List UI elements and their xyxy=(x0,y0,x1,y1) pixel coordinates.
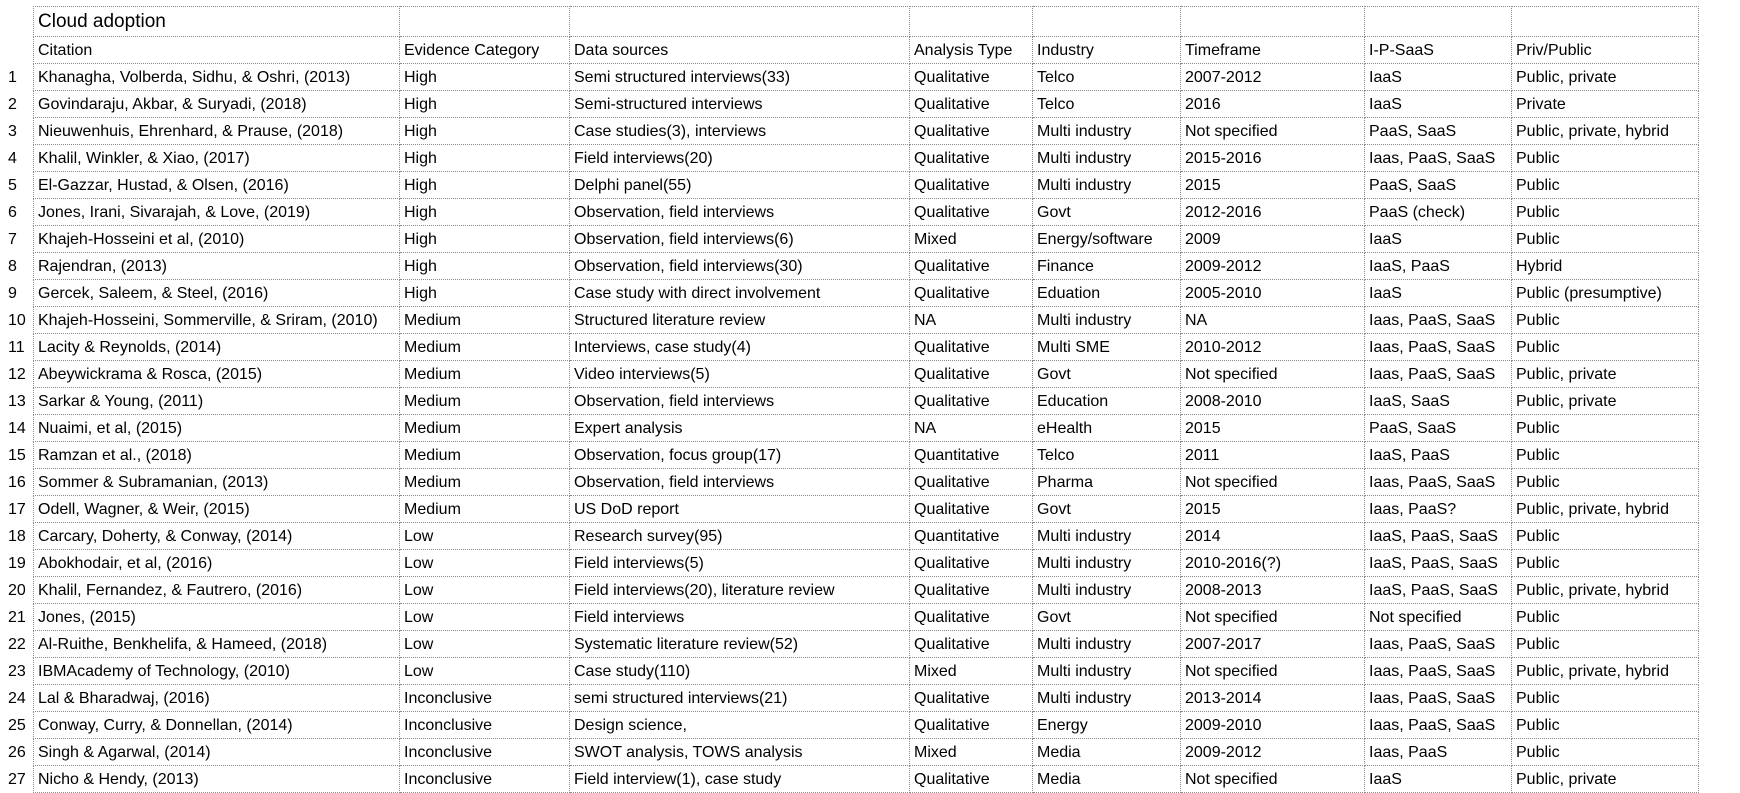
cell-data-sources[interactable]: Field interviews xyxy=(570,604,910,631)
cell-evidence-category[interactable]: Medium xyxy=(400,469,570,496)
cell-analysis-type[interactable]: Mixed xyxy=(910,226,1033,253)
cell-citation[interactable]: Sommer & Subramanian, (2013) xyxy=(34,469,400,496)
cell-timeframe[interactable]: Not specified xyxy=(1181,604,1365,631)
cell-data-sources[interactable]: Case study(110) xyxy=(570,658,910,685)
row-number: 27 xyxy=(8,770,26,788)
row-number: 16 xyxy=(8,473,26,491)
row-number: 6 xyxy=(8,203,17,221)
row-number: 11 xyxy=(8,338,25,356)
cell-evidence-category[interactable]: High xyxy=(400,280,570,307)
cell-service-model[interactable]: IaaS, PaaS, SaaS xyxy=(1365,523,1512,550)
cell-data-sources[interactable]: Structured literature review xyxy=(570,307,910,334)
row-number: 25 xyxy=(8,716,26,734)
cell-industry[interactable]: Finance xyxy=(1033,253,1181,280)
header-row xyxy=(8,37,1699,64)
cell-citation[interactable]: Khajeh-Hosseini et al, (2010) xyxy=(34,226,400,253)
cell-evidence-category[interactable]: High xyxy=(400,118,570,145)
table-row xyxy=(8,604,1699,631)
cell-service-model[interactable]: Iaas, PaaS, SaaS xyxy=(1365,145,1512,172)
header-industry[interactable]: Industry xyxy=(1033,37,1181,64)
empty-cell[interactable] xyxy=(1365,7,1512,37)
table-row xyxy=(8,415,1699,442)
cell-evidence-category[interactable]: Medium xyxy=(400,496,570,523)
cell-citation[interactable]: Khalil, Fernandez, & Fautrero, (2016) xyxy=(34,577,400,604)
cell-industry[interactable]: Multi industry xyxy=(1033,172,1181,199)
cell-citation[interactable]: Lacity & Reynolds, (2014) xyxy=(34,334,400,361)
cell-evidence-category[interactable]: High xyxy=(400,64,570,91)
cell-service-model[interactable]: IaaS, PaaS, SaaS xyxy=(1365,550,1512,577)
cell-industry[interactable]: Pharma xyxy=(1033,469,1181,496)
table-row xyxy=(8,523,1699,550)
cell-timeframe[interactable]: 2016 xyxy=(1181,91,1365,118)
cell-data-sources[interactable]: Observation, field interviews(6) xyxy=(570,226,910,253)
cell-analysis-type[interactable]: Qualitative xyxy=(910,604,1033,631)
row-number: 22 xyxy=(8,635,26,653)
cell-analysis-type[interactable]: Qualitative xyxy=(910,712,1033,739)
cell-data-sources[interactable]: Field interviews(5) xyxy=(570,550,910,577)
cell-evidence-category[interactable]: Inconclusive xyxy=(400,739,570,766)
cell-service-model[interactable]: Iaas, PaaS? xyxy=(1365,496,1512,523)
row-number: 18 xyxy=(8,527,26,545)
table-row xyxy=(8,172,1699,199)
cell-data-sources[interactable]: Semi-structured interviews xyxy=(570,91,910,118)
cell-analysis-type[interactable]: Qualitative xyxy=(910,361,1033,388)
cell-evidence-category[interactable]: Low xyxy=(400,658,570,685)
cell-service-model[interactable]: Not specified xyxy=(1365,604,1512,631)
table-row xyxy=(8,658,1699,685)
cell-analysis-type[interactable]: Qualitative xyxy=(910,118,1033,145)
cell-evidence-category[interactable]: Medium xyxy=(400,415,570,442)
empty-cell[interactable] xyxy=(1512,7,1699,37)
cell-analysis-type[interactable]: NA xyxy=(910,307,1033,334)
cell-priv-public[interactable]: Public, private, hybrid xyxy=(1512,118,1699,145)
empty-cell[interactable] xyxy=(570,7,910,37)
cell-industry[interactable]: Multi industry xyxy=(1033,685,1181,712)
cell-service-model[interactable]: IaaS xyxy=(1365,226,1512,253)
cell-priv-public[interactable]: Public xyxy=(1512,712,1699,739)
cell-data-sources[interactable]: Systematic literature review(52) xyxy=(570,631,910,658)
cell-analysis-type[interactable]: Qualitative xyxy=(910,64,1033,91)
table-row xyxy=(8,550,1699,577)
cell-timeframe[interactable]: 2008-2010 xyxy=(1181,388,1365,415)
cell-priv-public[interactable]: Hybrid xyxy=(1512,253,1699,280)
table-row xyxy=(8,64,1699,91)
cell-priv-public[interactable]: Public xyxy=(1512,145,1699,172)
cell-service-model[interactable]: Iaas, PaaS, SaaS xyxy=(1365,361,1512,388)
cell-citation[interactable]: Odell, Wagner, & Weir, (2015) xyxy=(34,496,400,523)
table-row xyxy=(8,766,1699,793)
cell-data-sources[interactable]: Field interviews(20) xyxy=(570,145,910,172)
cell-timeframe[interactable]: Not specified xyxy=(1181,361,1365,388)
cell-service-model[interactable]: Iaas, PaaS, SaaS xyxy=(1365,685,1512,712)
cell-citation[interactable]: Ramzan et al., (2018) xyxy=(34,442,400,469)
header-data-sources[interactable]: Data sources xyxy=(570,37,910,64)
cell-data-sources[interactable]: semi structured interviews(21) xyxy=(570,685,910,712)
cell-citation[interactable]: Carcary, Doherty, & Conway, (2014) xyxy=(34,523,400,550)
cell-industry[interactable]: Education xyxy=(1033,388,1181,415)
cell-service-model[interactable]: IaaS, PaaS xyxy=(1365,253,1512,280)
cell-timeframe[interactable]: 2010-2012 xyxy=(1181,334,1365,361)
table-row xyxy=(8,280,1699,307)
cell-priv-public[interactable]: Public xyxy=(1512,442,1699,469)
cell-data-sources[interactable]: Expert analysis xyxy=(570,415,910,442)
cell-timeframe[interactable]: 2014 xyxy=(1181,523,1365,550)
cell-evidence-category[interactable]: Medium xyxy=(400,388,570,415)
cell-timeframe[interactable]: 2009-2012 xyxy=(1181,253,1365,280)
header-evidence-category[interactable]: Evidence Category xyxy=(400,37,570,64)
cell-priv-public[interactable]: Public, private xyxy=(1512,766,1699,793)
cell-citation[interactable]: Nuaimi, et al, (2015) xyxy=(34,415,400,442)
cell-evidence-category[interactable]: Inconclusive xyxy=(400,685,570,712)
row-number-blank xyxy=(8,37,34,64)
table-row xyxy=(8,577,1699,604)
table-row xyxy=(8,199,1699,226)
cell-analysis-type[interactable]: Qualitative xyxy=(910,685,1033,712)
cell-timeframe[interactable]: 2011 xyxy=(1181,442,1365,469)
cell-data-sources[interactable]: Design science, xyxy=(570,712,910,739)
row-number: 5 xyxy=(8,176,17,194)
cell-citation[interactable]: El-Gazzar, Hustad, & Olsen, (2016) xyxy=(34,172,400,199)
cell-service-model[interactable]: IaaS xyxy=(1365,64,1512,91)
cell-data-sources[interactable]: Observation, focus group(17) xyxy=(570,442,910,469)
cell-citation[interactable]: Conway, Curry, & Donnellan, (2014) xyxy=(34,712,400,739)
cell-evidence-category[interactable]: Inconclusive xyxy=(400,712,570,739)
cell-timeframe[interactable]: Not specified xyxy=(1181,658,1365,685)
cell-citation[interactable]: Jones, (2015) xyxy=(34,604,400,631)
cell-industry[interactable]: Telco xyxy=(1033,64,1181,91)
cell-priv-public[interactable]: Public xyxy=(1512,739,1699,766)
cell-evidence-category[interactable]: High xyxy=(400,91,570,118)
header-analysis-type[interactable]: Analysis Type xyxy=(910,37,1033,64)
cell-evidence-category[interactable]: High xyxy=(400,145,570,172)
cell-analysis-type[interactable]: Qualitative xyxy=(910,91,1033,118)
cell-service-model[interactable]: Iaas, PaaS, SaaS xyxy=(1365,712,1512,739)
cell-citation[interactable]: Khajeh-Hosseini, Sommerville, & Sriram, (2010) xyxy=(34,307,400,334)
cell-citation[interactable]: Rajendran, (2013) xyxy=(34,253,400,280)
table-row xyxy=(8,91,1699,118)
table-row xyxy=(8,685,1699,712)
cell-data-sources[interactable]: Field interviews(20), literature review xyxy=(570,577,910,604)
cell-industry[interactable]: Multi industry xyxy=(1033,631,1181,658)
cell-evidence-category[interactable]: Medium xyxy=(400,307,570,334)
cell-service-model[interactable]: PaaS, SaaS xyxy=(1365,118,1512,145)
cell-data-sources[interactable]: SWOT analysis, TOWS analysis xyxy=(570,739,910,766)
cell-priv-public[interactable]: Public, private xyxy=(1512,388,1699,415)
cell-timeframe[interactable]: 2009-2010 xyxy=(1181,712,1365,739)
cell-data-sources[interactable]: Research survey(95) xyxy=(570,523,910,550)
cell-priv-public[interactable]: Public, private, hybrid xyxy=(1512,496,1699,523)
cell-evidence-category[interactable]: Low xyxy=(400,523,570,550)
row-number: 21 xyxy=(8,608,26,626)
cell-analysis-type[interactable]: Qualitative xyxy=(910,631,1033,658)
cell-timeframe[interactable]: 2007-2017 xyxy=(1181,631,1365,658)
empty-cell[interactable] xyxy=(1033,7,1181,37)
table-row xyxy=(8,226,1699,253)
table-row xyxy=(8,253,1699,280)
cell-citation[interactable]: Govindaraju, Akbar, & Suryadi, (2018) xyxy=(34,91,400,118)
empty-cell[interactable] xyxy=(400,7,570,37)
row-number-blank xyxy=(8,7,34,37)
cell-industry[interactable]: Multi industry xyxy=(1033,145,1181,172)
cell-timeframe[interactable]: 2015-2016 xyxy=(1181,145,1365,172)
cell-service-model[interactable]: PaaS, SaaS xyxy=(1365,172,1512,199)
row-number: 20 xyxy=(8,581,26,599)
cell-industry[interactable]: Multi industry xyxy=(1033,550,1181,577)
cell-service-model[interactable]: IaaS, PaaS, SaaS xyxy=(1365,577,1512,604)
cell-citation[interactable]: Abokhodair, et al, (2016) xyxy=(34,550,400,577)
table-row xyxy=(8,442,1699,469)
header-service-model[interactable]: I-P-SaaS xyxy=(1365,37,1512,64)
cell-priv-public[interactable]: Public xyxy=(1512,631,1699,658)
row-number: 7 xyxy=(8,230,17,248)
header-timeframe[interactable]: Timeframe xyxy=(1181,37,1365,64)
cell-service-model[interactable]: IaaS xyxy=(1365,766,1512,793)
row-number: 1 xyxy=(8,68,17,86)
cell-timeframe[interactable]: 2012-2016 xyxy=(1181,199,1365,226)
cell-analysis-type[interactable]: Mixed xyxy=(910,739,1033,766)
cell-service-model[interactable]: PaaS, SaaS xyxy=(1365,415,1512,442)
table-row xyxy=(8,361,1699,388)
cell-evidence-category[interactable]: High xyxy=(400,199,570,226)
cell-priv-public[interactable]: Public xyxy=(1512,415,1699,442)
cell-priv-public[interactable]: Public xyxy=(1512,604,1699,631)
cell-data-sources[interactable]: Semi structured interviews(33) xyxy=(570,64,910,91)
cell-service-model[interactable]: Iaas, PaaS, SaaS xyxy=(1365,307,1512,334)
cell-evidence-category[interactable]: Low xyxy=(400,577,570,604)
cell-analysis-type[interactable]: Quantitative xyxy=(910,442,1033,469)
cell-service-model[interactable]: IaaS, SaaS xyxy=(1365,388,1512,415)
row-number: 10 xyxy=(8,311,26,329)
cell-priv-public[interactable]: Public xyxy=(1512,172,1699,199)
cell-timeframe[interactable]: 2009-2012 xyxy=(1181,739,1365,766)
row-number: 9 xyxy=(8,284,17,302)
row-number: 8 xyxy=(8,257,17,275)
cell-evidence-category[interactable]: Inconclusive xyxy=(400,766,570,793)
cell-evidence-category[interactable]: High xyxy=(400,226,570,253)
cell-citation[interactable]: Al-Ruithe, Benkhelifa, & Hameed, (2018) xyxy=(34,631,400,658)
cell-citation[interactable]: Gercek, Saleem, & Steel, (2016) xyxy=(34,280,400,307)
cell-timeframe[interactable]: NA xyxy=(1181,307,1365,334)
cell-evidence-category[interactable]: High xyxy=(400,253,570,280)
title-row xyxy=(8,7,1699,37)
cell-citation[interactable]: Khalil, Winkler, & Xiao, (2017) xyxy=(34,145,400,172)
table-row xyxy=(8,739,1699,766)
cell-industry[interactable]: Multi industry xyxy=(1033,658,1181,685)
cell-data-sources[interactable]: Delphi panel(55) xyxy=(570,172,910,199)
cell-industry[interactable]: Eduation xyxy=(1033,280,1181,307)
cell-priv-public[interactable]: Public (presumptive) xyxy=(1512,280,1699,307)
row-number: 23 xyxy=(8,662,26,680)
cell-data-sources[interactable]: Field interview(1), case study xyxy=(570,766,910,793)
cell-analysis-type[interactable]: Mixed xyxy=(910,658,1033,685)
cell-timeframe[interactable]: 2008-2013 xyxy=(1181,577,1365,604)
cell-industry[interactable]: Multi SME xyxy=(1033,334,1181,361)
table-row xyxy=(8,334,1699,361)
cell-priv-public[interactable]: Public, private, hybrid xyxy=(1512,658,1699,685)
cell-industry[interactable]: Govt xyxy=(1033,199,1181,226)
cell-analysis-type[interactable]: Qualitative xyxy=(910,550,1033,577)
cell-industry[interactable]: Govt xyxy=(1033,361,1181,388)
cell-data-sources[interactable]: Case study with direct involvement xyxy=(570,280,910,307)
header-priv-public[interactable]: Priv/Public xyxy=(1512,37,1699,64)
sheet-title[interactable]: Cloud adoption xyxy=(34,7,400,37)
cell-industry[interactable]: Telco xyxy=(1033,91,1181,118)
cell-industry[interactable]: Multi industry xyxy=(1033,307,1181,334)
cell-analysis-type[interactable]: Qualitative xyxy=(910,280,1033,307)
cell-analysis-type[interactable]: Qualitative xyxy=(910,253,1033,280)
cell-analysis-type[interactable]: NA xyxy=(910,415,1033,442)
cell-industry[interactable]: Telco xyxy=(1033,442,1181,469)
cell-data-sources[interactable]: Case studies(3), interviews xyxy=(570,118,910,145)
cell-industry[interactable]: Energy xyxy=(1033,712,1181,739)
cell-timeframe[interactable]: Not specified xyxy=(1181,766,1365,793)
cell-analysis-type[interactable]: Qualitative xyxy=(910,145,1033,172)
cell-priv-public[interactable]: Public, private, hybrid xyxy=(1512,577,1699,604)
cell-timeframe[interactable]: 2013-2014 xyxy=(1181,685,1365,712)
cell-priv-public[interactable]: Public, private xyxy=(1512,64,1699,91)
cell-analysis-type[interactable]: Qualitative xyxy=(910,334,1033,361)
cell-service-model[interactable]: Iaas, PaaS, SaaS xyxy=(1365,631,1512,658)
cell-analysis-type[interactable]: Qualitative xyxy=(910,766,1033,793)
cell-citation[interactable]: Nieuwenhuis, Ehrenhard, & Prause, (2018) xyxy=(34,118,400,145)
row-number: 13 xyxy=(8,392,26,410)
table-row xyxy=(8,712,1699,739)
cell-service-model[interactable]: Iaas, PaaS xyxy=(1365,739,1512,766)
table-row xyxy=(8,118,1699,145)
cell-analysis-type[interactable]: Qualitative xyxy=(910,577,1033,604)
cell-service-model[interactable]: PaaS (check) xyxy=(1365,199,1512,226)
cell-evidence-category[interactable]: Medium xyxy=(400,334,570,361)
cell-service-model[interactable]: Iaas, PaaS, SaaS xyxy=(1365,334,1512,361)
cell-priv-public[interactable]: Public, private xyxy=(1512,361,1699,388)
table-row xyxy=(8,145,1699,172)
cell-analysis-type[interactable]: Qualitative xyxy=(910,496,1033,523)
table-row xyxy=(8,307,1699,334)
cell-timeframe[interactable]: Not specified xyxy=(1181,469,1365,496)
cell-evidence-category[interactable]: Medium xyxy=(400,442,570,469)
cell-priv-public[interactable]: Public xyxy=(1512,523,1699,550)
cell-industry[interactable]: Multi industry xyxy=(1033,118,1181,145)
cell-priv-public[interactable]: Public xyxy=(1512,685,1699,712)
cell-analysis-type[interactable]: Qualitative xyxy=(910,388,1033,415)
cell-data-sources[interactable]: Video interviews(5) xyxy=(570,361,910,388)
cell-industry[interactable]: eHealth xyxy=(1033,415,1181,442)
cell-industry[interactable]: Media xyxy=(1033,739,1181,766)
table-row xyxy=(8,496,1699,523)
header-citation[interactable]: Citation xyxy=(34,37,400,64)
cell-analysis-type[interactable]: Qualitative xyxy=(910,172,1033,199)
cell-data-sources[interactable]: Observation, field interviews(30) xyxy=(570,253,910,280)
row-number: 24 xyxy=(8,689,26,707)
spreadsheet xyxy=(8,6,1699,793)
row-number: 2 xyxy=(8,95,17,113)
cell-service-model[interactable]: Iaas, PaaS, SaaS xyxy=(1365,658,1512,685)
cell-service-model[interactable]: IaaS xyxy=(1365,91,1512,118)
cell-data-sources[interactable]: Observation, field interviews xyxy=(570,469,910,496)
cell-citation[interactable]: Sarkar & Young, (2011) xyxy=(34,388,400,415)
cell-citation[interactable]: Jones, Irani, Sivarajah, & Love, (2019) xyxy=(34,199,400,226)
cell-priv-public[interactable]: Public xyxy=(1512,334,1699,361)
cell-data-sources[interactable]: Observation, field interviews xyxy=(570,199,910,226)
cell-timeframe[interactable]: Not specified xyxy=(1181,118,1365,145)
cell-citation[interactable]: Abeywickrama & Rosca, (2015) xyxy=(34,361,400,388)
cell-priv-public[interactable]: Private xyxy=(1512,91,1699,118)
cell-timeframe[interactable]: 2015 xyxy=(1181,415,1365,442)
table-row xyxy=(8,469,1699,496)
cell-priv-public[interactable]: Public xyxy=(1512,550,1699,577)
cloud-adoption-table xyxy=(8,6,1699,793)
cell-timeframe[interactable]: 2015 xyxy=(1181,496,1365,523)
cell-industry[interactable]: Multi industry xyxy=(1033,523,1181,550)
row-number: 17 xyxy=(8,500,26,518)
cell-industry[interactable]: Multi industry xyxy=(1033,577,1181,604)
cell-analysis-type[interactable]: Quantitative xyxy=(910,523,1033,550)
cell-service-model[interactable]: Iaas, PaaS, SaaS xyxy=(1365,469,1512,496)
cell-service-model[interactable]: IaaS, PaaS xyxy=(1365,442,1512,469)
row-number: 14 xyxy=(8,419,26,437)
cell-timeframe[interactable]: 2010-2016(?) xyxy=(1181,550,1365,577)
row-number: 15 xyxy=(8,446,26,464)
cell-priv-public[interactable]: Public xyxy=(1512,199,1699,226)
row-number: 12 xyxy=(8,365,26,383)
cell-priv-public[interactable]: Public xyxy=(1512,226,1699,253)
cell-data-sources[interactable]: Interviews, case study(4) xyxy=(570,334,910,361)
cell-timeframe[interactable]: 2015 xyxy=(1181,172,1365,199)
cell-service-model[interactable]: IaaS xyxy=(1365,280,1512,307)
cell-industry[interactable]: Govt xyxy=(1033,604,1181,631)
cell-priv-public[interactable]: Public xyxy=(1512,307,1699,334)
cell-citation[interactable]: Singh & Agarwal, (2014) xyxy=(34,739,400,766)
cell-evidence-category[interactable]: Medium xyxy=(400,361,570,388)
empty-cell[interactable] xyxy=(1181,7,1365,37)
cell-evidence-category[interactable]: Low xyxy=(400,550,570,577)
cell-industry[interactable]: Energy/software xyxy=(1033,226,1181,253)
cell-timeframe[interactable]: 2005-2010 xyxy=(1181,280,1365,307)
cell-data-sources[interactable]: US DoD report xyxy=(570,496,910,523)
cell-citation[interactable]: Khanagha, Volberda, Sidhu, & Oshri, (2013) xyxy=(34,64,400,91)
cell-analysis-type[interactable]: Qualitative xyxy=(910,199,1033,226)
row-number: 3 xyxy=(8,122,17,140)
row-number: 19 xyxy=(8,554,26,572)
row-number: 26 xyxy=(8,743,26,761)
cell-evidence-category[interactable]: Low xyxy=(400,631,570,658)
cell-priv-public[interactable]: Public xyxy=(1512,469,1699,496)
empty-cell[interactable] xyxy=(910,7,1033,37)
cell-citation[interactable]: Nicho & Hendy, (2013) xyxy=(34,766,400,793)
table-row xyxy=(8,631,1699,658)
cell-data-sources[interactable]: Observation, field interviews xyxy=(570,388,910,415)
cell-evidence-category[interactable]: High xyxy=(400,172,570,199)
cell-citation[interactable]: Lal & Bharadwaj, (2016) xyxy=(34,685,400,712)
cell-timeframe[interactable]: 2009 xyxy=(1181,226,1365,253)
cell-industry[interactable]: Media xyxy=(1033,766,1181,793)
cell-analysis-type[interactable]: Qualitative xyxy=(910,469,1033,496)
cell-citation[interactable]: IBMAcademy of Technology, (2010) xyxy=(34,658,400,685)
table-row xyxy=(8,388,1699,415)
row-number: 4 xyxy=(8,149,17,167)
cell-evidence-category[interactable]: Low xyxy=(400,604,570,631)
cell-industry[interactable]: Govt xyxy=(1033,496,1181,523)
cell-timeframe[interactable]: 2007-2012 xyxy=(1181,64,1365,91)
